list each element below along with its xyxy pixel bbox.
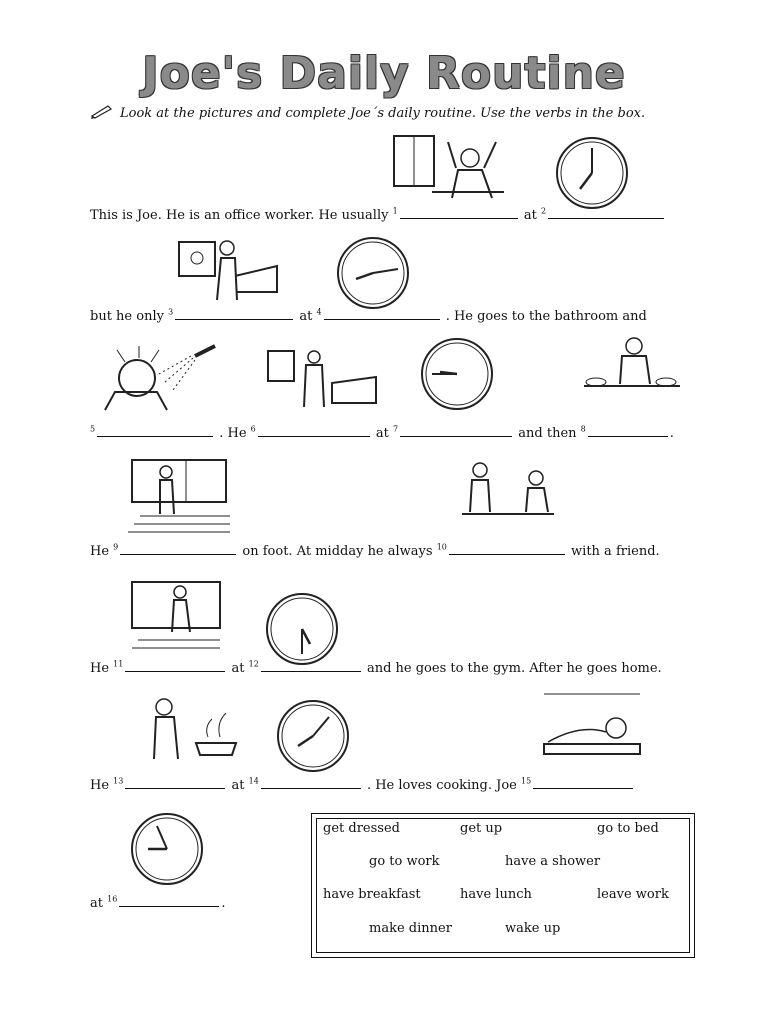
- go-to-bed-illustration: [540, 688, 644, 756]
- blank-number: 8: [580, 424, 586, 434]
- blank-number: 2: [540, 206, 547, 216]
- instructions: Look at the pictures and complete Joe´s daily routine. Use the verbs in the box.: [120, 106, 646, 121]
- blank-number: 13: [113, 776, 124, 786]
- blank-number: 12: [248, 659, 259, 669]
- answer-blank-13[interactable]: [125, 776, 225, 789]
- pencil-icon: [90, 103, 114, 119]
- answer-blank-6[interactable]: [258, 424, 370, 437]
- text: on foot. At midday he always: [242, 544, 433, 559]
- sentence-line-2: [90, 307, 647, 324]
- blank-number: 6: [250, 424, 256, 434]
- verb-item: go to work: [369, 854, 440, 869]
- get-up-illustration: [175, 236, 280, 302]
- leave-work-illustration: [128, 580, 224, 650]
- blank-number: 1: [392, 206, 398, 216]
- verb-item: get dressed: [323, 821, 400, 836]
- text: .: [221, 896, 226, 911]
- answer-blank-11[interactable]: [125, 659, 225, 672]
- verb-item: get up: [460, 821, 503, 836]
- answer-blank-16[interactable]: [119, 894, 219, 907]
- blank-number: 11: [113, 659, 124, 669]
- text: He: [90, 778, 110, 793]
- go-to-work-illustration: [126, 458, 232, 534]
- blank-number: 16: [107, 894, 118, 904]
- answer-blank-12[interactable]: [261, 659, 361, 672]
- answer-blank-1[interactable]: [400, 206, 518, 219]
- text: at: [523, 208, 537, 223]
- sentence-line-1: [90, 206, 666, 223]
- text: with a friend.: [571, 544, 660, 559]
- blank-number: 15: [521, 776, 532, 786]
- sentence-line-5: [90, 659, 662, 676]
- text: He: [90, 661, 110, 676]
- answer-blank-10[interactable]: [449, 542, 565, 555]
- make-dinner-illustration: [126, 693, 240, 761]
- wake-up-illustration: [392, 134, 506, 200]
- lunch-illustration: [456, 458, 558, 532]
- answer-blank-8[interactable]: [588, 424, 668, 437]
- text: This is Joe. He is an office worker. He usually: [90, 208, 389, 223]
- get-dressed-illustration: [266, 347, 378, 409]
- clock-icon: [130, 812, 204, 886]
- verb-item: wake up: [505, 921, 561, 936]
- answer-blank-5[interactable]: [97, 424, 213, 437]
- sentence-line-6: [90, 776, 635, 793]
- blank-number: 4: [316, 307, 322, 317]
- sentence-line-3: [90, 424, 674, 441]
- clock-icon: [420, 337, 494, 411]
- shower-illustration: [95, 342, 221, 412]
- text: . He: [219, 426, 247, 441]
- clock-icon: [276, 699, 350, 773]
- answer-blank-7[interactable]: [400, 424, 512, 437]
- text: and he goes to the gym. After he goes home.: [366, 661, 662, 676]
- blank-number: 14: [248, 776, 259, 786]
- verb-item: go to bed: [597, 821, 659, 836]
- blank-number: 10: [436, 542, 447, 552]
- text: at: [90, 896, 103, 911]
- page-title-text: Joe's Daily Routine: [142, 48, 626, 99]
- answer-blank-4[interactable]: [324, 307, 440, 320]
- text: but he only: [90, 309, 164, 324]
- answer-blank-9[interactable]: [120, 542, 236, 555]
- blank-number: 9: [113, 542, 119, 552]
- verb-item: have a shower: [505, 854, 601, 869]
- text: at: [299, 309, 313, 324]
- blank-number: 3: [168, 307, 174, 317]
- verb-item: make dinner: [369, 921, 452, 936]
- answer-blank-3[interactable]: [175, 307, 293, 320]
- clock-icon: [555, 136, 629, 210]
- text: . He loves cooking. Joe: [366, 778, 517, 793]
- sentence-line-7: [90, 894, 225, 911]
- answer-blank-2[interactable]: [548, 206, 664, 219]
- clock-icon: [336, 236, 410, 310]
- text: at: [375, 426, 389, 441]
- blank-number: 7: [393, 424, 399, 434]
- page-title: [0, 48, 768, 99]
- text: .: [669, 426, 674, 441]
- answer-blank-15[interactable]: [533, 776, 633, 789]
- text: at: [231, 661, 245, 676]
- answer-blank-14[interactable]: [261, 776, 361, 789]
- verb-item: leave work: [597, 887, 669, 902]
- clock-icon: [265, 592, 339, 666]
- blank-number: 5: [90, 424, 96, 434]
- text: He: [90, 544, 110, 559]
- text: at: [231, 778, 245, 793]
- verb-item: have breakfast: [323, 887, 421, 902]
- text: and then: [518, 426, 577, 441]
- breakfast-illustration: [580, 334, 684, 402]
- text: . He goes to the bathroom and: [445, 309, 647, 324]
- verb-item: have lunch: [460, 887, 532, 902]
- sentence-line-4: [90, 542, 660, 559]
